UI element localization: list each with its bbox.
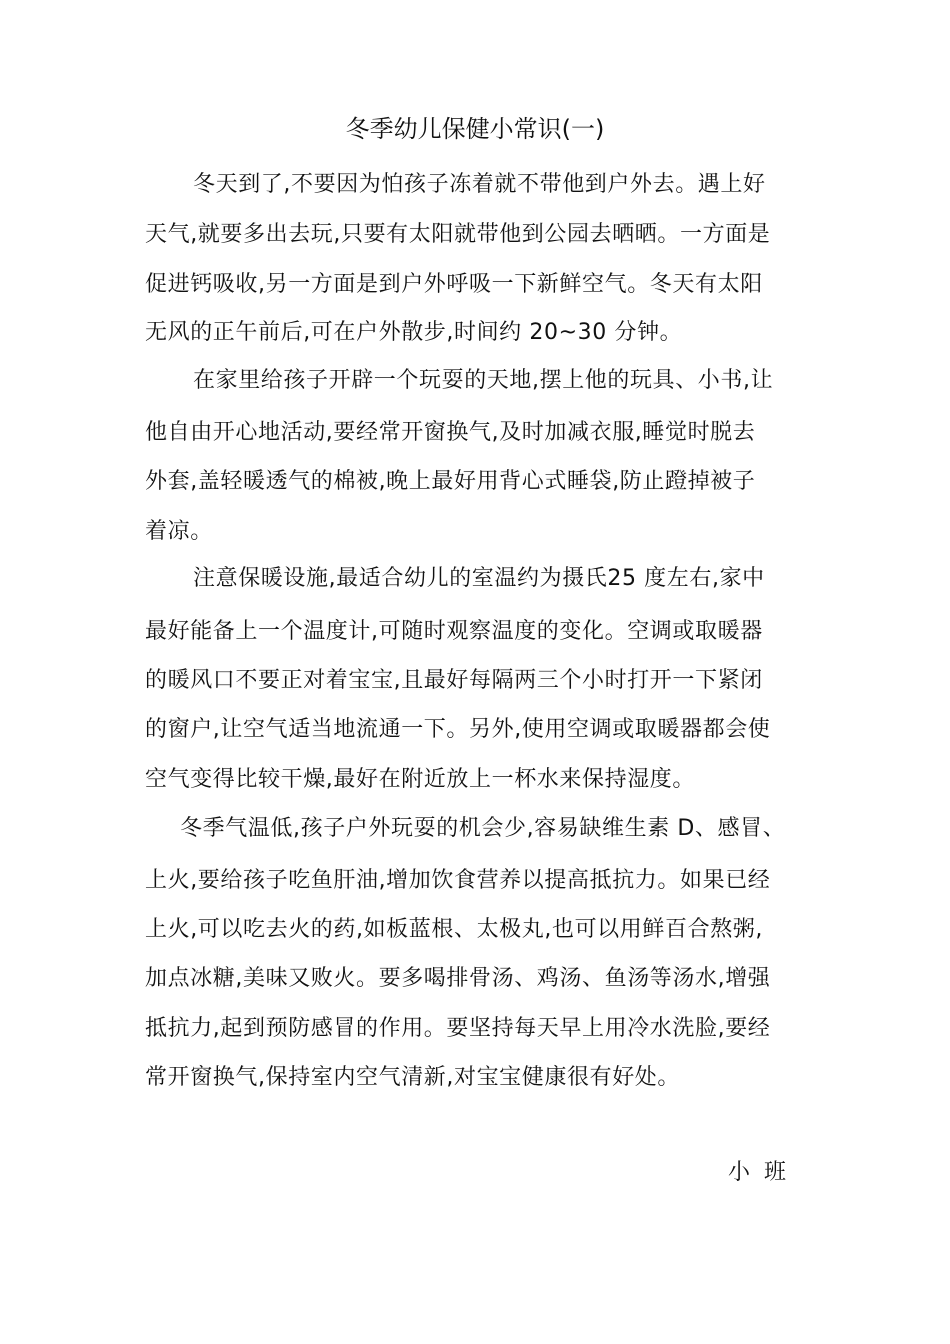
paragraph-line: 的暖风口不要正对着宝宝,且最好每隔两三个小时打开一下紧闭 (145, 668, 763, 693)
paragraph-line: 最好能备上一个温度计,可随时观察温度的变化。空调或取暖器 (145, 619, 763, 644)
paragraph-line: 上火,可以吃去火的药,如板蓝根、太极丸,也可以用鲜百合熬粥, (145, 917, 763, 942)
paragraph-line: 注意保暖设施,最适合幼儿的室温约为摄氏25 度左右,家中 (193, 566, 765, 591)
paragraph-line: 着凉。 (145, 519, 213, 544)
paragraph-line: 在家里给孩子开辟一个玩耍的天地,摆上他的玩具、小书,让 (193, 368, 774, 393)
paragraph-line: 他自由开心地活动,要经常开窗换气,及时加减衣服,睡觉时脱去 (145, 420, 756, 445)
paragraph-line: 天气,就要多出去玩,只要有太阳就带他到公园去晒晒。一方面是 (145, 222, 771, 247)
paragraph-line: 的窗户,让空气适当地流通一下。另外,使用空调或取暖器都会使 (145, 717, 771, 742)
paragraph-line: 上火,要给孩子吃鱼肝油,增加饮食营养以提高抵抗力。如果已经 (145, 868, 771, 893)
paragraph-line: 空气变得比较干燥,最好在附近放上一杯水来保持湿度。 (145, 767, 695, 792)
paragraph-line: 冬季气温低,孩子户外玩耍的机会少,容易缺维生素 D、感冒、 (180, 816, 786, 841)
paragraph-line: 加点冰糖,美味又败火。要多喝排骨汤、鸡汤、鱼汤等汤水,增强 (145, 966, 771, 991)
paragraph-line: 抵抗力,起到预防感冒的作用。要坚持每天早上用冷水洗脸,要经 (145, 1016, 771, 1041)
paragraph-line: 外套,盖轻暖透气的棉被,晚上最好用背心式睡袋,防止蹬掉被子 (145, 469, 756, 494)
paragraph-line: 无风的正午前后,可在户外散步,时间约 20~30 分钟。 (145, 320, 683, 345)
paragraph-line: 常开窗换气,保持室内空气清新,对宝宝健康很有好处。 (145, 1065, 680, 1090)
paragraph-line: 冬天到了,不要因为怕孩子冻着就不带他到户外去。遇上好 (193, 172, 766, 197)
document-title: 冬季幼儿保健小常识(一) (345, 115, 605, 143)
paragraph-line: 促进钙吸收,另一方面是到户外呼吸一下新鲜空气。冬天有太阳 (145, 272, 763, 297)
signature: 小 班 (728, 1160, 786, 1185)
